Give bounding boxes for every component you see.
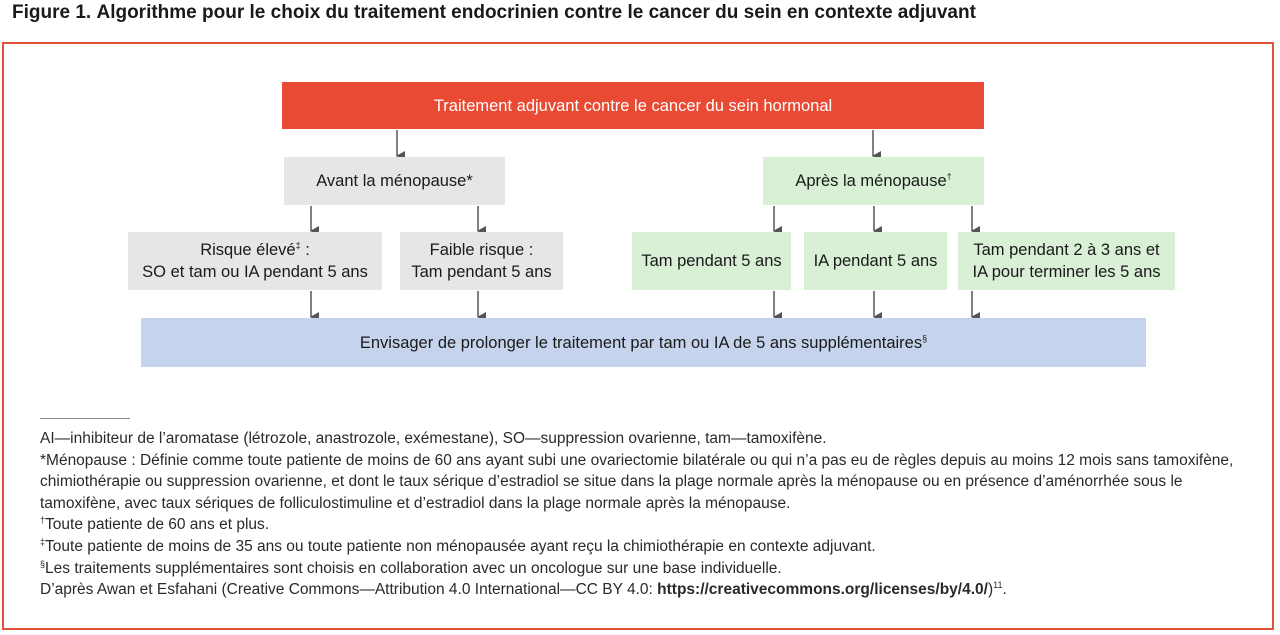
source-suffix: ) (987, 581, 994, 599)
tam-5-box (632, 232, 791, 290)
high-risk-line2: SO et tam ou IA pendant 5 ans (142, 263, 368, 281)
ia-5-box (804, 232, 947, 290)
footnotes (40, 428, 1240, 601)
high-risk-box (128, 232, 382, 290)
switch-line1: Tam pendant 2 à 3 ans et (973, 241, 1160, 259)
extend-mark: § (922, 333, 928, 343)
ia-5-label: IA pendant 5 ans (813, 252, 938, 270)
tam-5-label: Tam pendant 5 ans (641, 252, 782, 270)
note-dagger (40, 514, 1240, 536)
note-double-dagger (40, 536, 1240, 558)
note-section-text: Les traitements supplémentaires sont choisis en collaboration avec un oncologue sur une base individuelle. (45, 559, 782, 577)
high-risk-line1: Risque élevé (200, 241, 296, 259)
postmenopause-box (763, 157, 984, 205)
source-end: . (1002, 581, 1007, 599)
high-risk-colon: : (300, 241, 310, 259)
extend-box (141, 318, 1146, 367)
low-risk-line2: Tam pendant 5 ans (411, 263, 552, 281)
figure-title-text: Algorithme pour le choix du traitement endocrinien contre le cancer du sein en contexte adjuvant (96, 2, 976, 23)
postmenopause-mark: † (946, 171, 952, 182)
note-section (40, 558, 1240, 580)
source-link[interactable]: https://creativecommons.org/licenses/by/4.0/ (657, 581, 988, 599)
figure-label: Figure 1. (12, 2, 92, 23)
note-ddagger-mark: ‡ (40, 536, 46, 547)
footnote-divider (40, 418, 130, 419)
note-menopause: *Ménopause : Définie comme toute patiente de moins de 60 ans ayant subi une ovariectomie bilatérale ou qui n’a pas eu de règles depuis au moins 12 mois sans tamoxifène, chimiothérapie ou suppression ovarienne, et dont le taux sérique d’estradiol se situe dans la plage normale après la ménopause ou en présence d’aménorrhée sous le tamoxifène, avec taux sériques de folliculostimuline et d’estradiol dans la plage normale après la ménopause. (40, 451, 1234, 512)
premenopause-box (284, 157, 505, 205)
low-risk-line1: Faible risque : (429, 241, 534, 259)
extend-label: Envisager de prolonger le traitement par tam ou IA de 5 ans supplémentaires (359, 333, 923, 352)
note-source (40, 579, 1240, 601)
note-abbreviations: AI—inhibiteur de l’aromatase (létrozole, anastrozole, exémestane), SO—suppression ovarienne, tam—tamoxifène. (40, 430, 827, 447)
top-box (282, 82, 984, 129)
note-dagger-text: Toute patiente de 60 ans et plus. (45, 516, 270, 534)
note-section-mark: § (40, 558, 46, 569)
switch-box (958, 232, 1175, 290)
note-ddagger-text: Toute patiente de moins de 35 ans ou toute patiente non ménopausée ayant reçu la chimiothérapie en contexte adjuvant. (45, 537, 876, 555)
low-risk-box (400, 232, 563, 290)
premenopause-label: Avant la ménopause* (316, 172, 473, 190)
source-ref: 11 (993, 580, 1003, 590)
source-prefix: D’après Awan et Esfahani (Creative Commons—Attribution 4.0 International—CC BY 4.0: (40, 581, 658, 599)
postmenopause-label: Après la ménopause (795, 172, 947, 190)
top-box-label: Traitement adjuvant contre le cancer du sein hormonal (433, 96, 833, 115)
switch-line2: IA pour terminer les 5 ans (972, 263, 1161, 281)
high-risk-mark: ‡ (295, 240, 301, 251)
note-dagger-mark: † (40, 515, 46, 526)
